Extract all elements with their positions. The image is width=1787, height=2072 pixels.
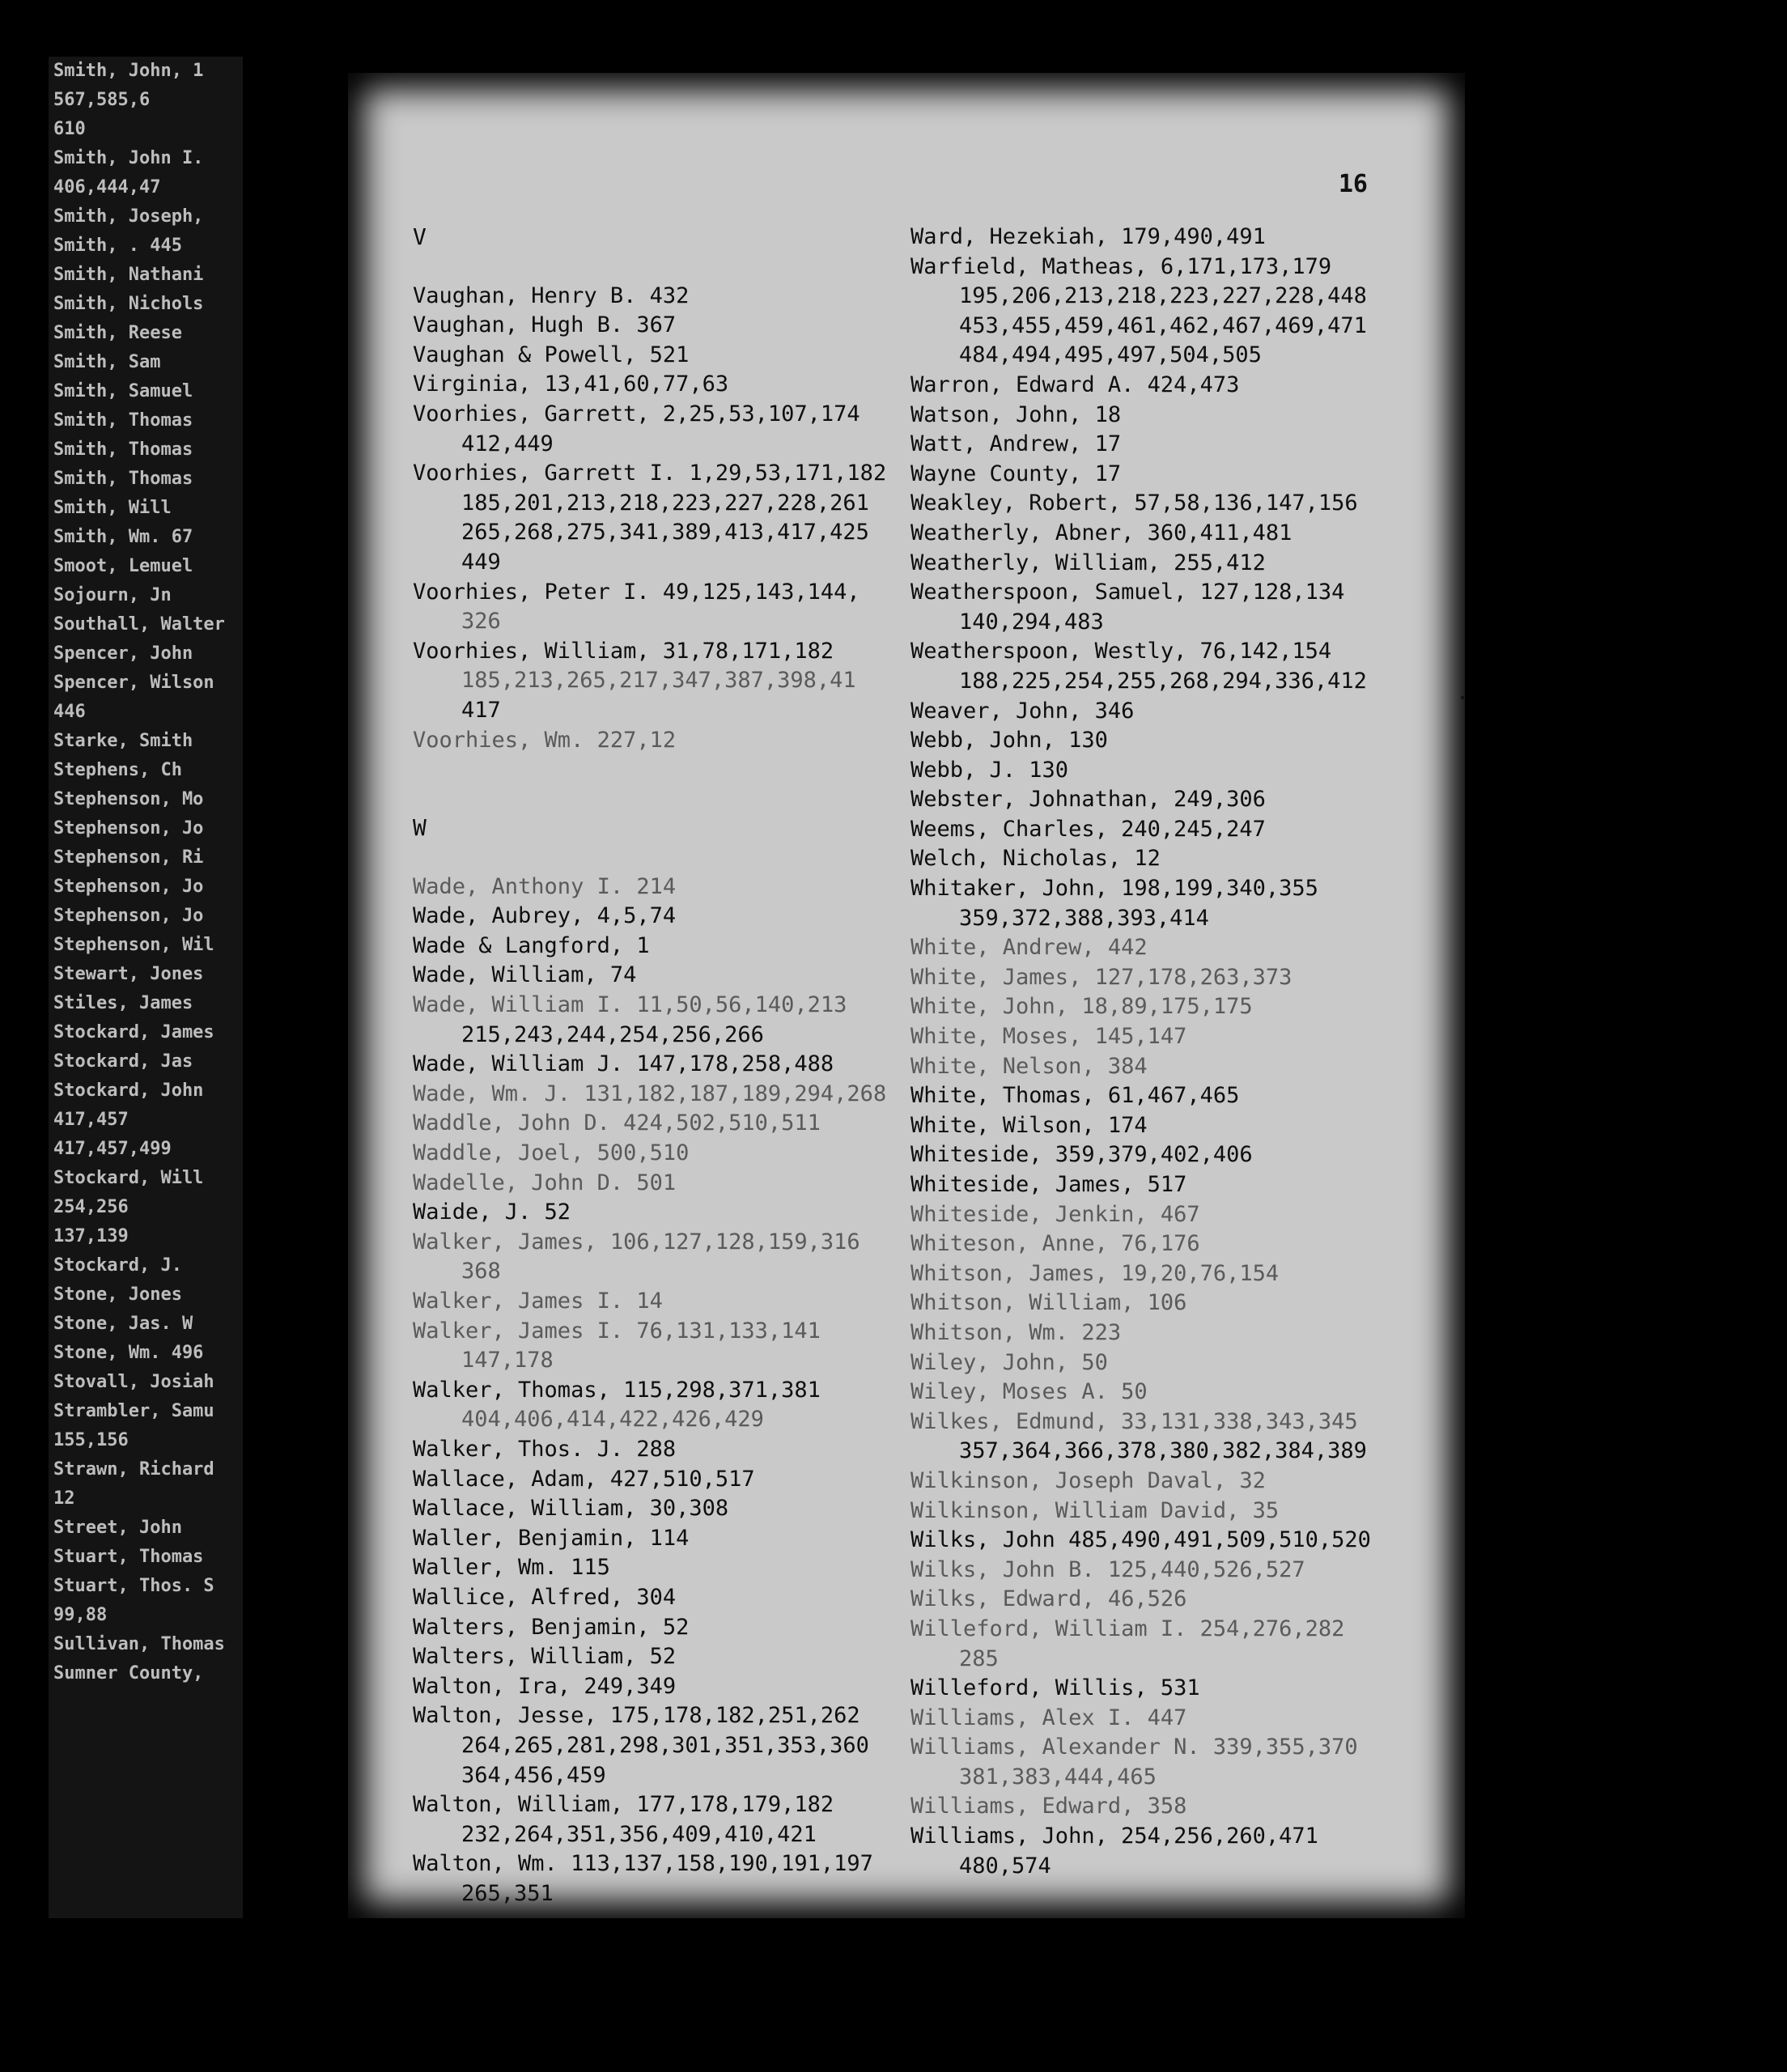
left-column — [413, 223, 887, 1909]
index-entry: Wilkinson, Joseph Daval, 32 — [910, 1467, 1266, 1493]
index-entry: Voorhies, Garrett I. 1,29,53,171,182 — [413, 461, 887, 486]
index-entry: Warron, Edward A. 424,473 — [910, 372, 1240, 397]
index-entry: Williams, Alexander N. 339,355,370 — [910, 1734, 1358, 1760]
section-heading-v: V — [413, 223, 427, 250]
facing-page-line: Sojourn, Jn — [53, 585, 172, 605]
facing-page-line: Stockard, J. — [53, 1255, 182, 1276]
facing-page-line: 417,457 — [53, 1110, 129, 1130]
facing-page-line: Stewart, Jones — [53, 964, 204, 984]
index-entry-continuation: 449 — [461, 549, 501, 575]
index-entry-continuation: 140,294,483 — [959, 609, 1104, 635]
facing-page-line: Smith, Samuel — [53, 381, 193, 401]
index-entry: Wilks, John B. 125,440,526,527 — [910, 1556, 1305, 1582]
index-entry: Weatherspoon, Samuel, 127,128,134 — [910, 580, 1345, 605]
index-entry: Voorhies, Garrett, 2,25,53,107,174 — [413, 401, 860, 427]
facing-page-line: Smith, John I. — [53, 148, 204, 168]
facing-page-line: Smith, Joseph, — [53, 206, 204, 227]
index-entry-continuation: 147,178 — [461, 1348, 554, 1374]
index-entry: White, James, 127,178,263,373 — [910, 964, 1292, 990]
facing-page-line: Stephenson, Jo — [53, 906, 204, 926]
index-entry: Wallace, Adam, 427,510,517 — [413, 1466, 755, 1492]
index-entry: Whiteside, James, 517 — [910, 1172, 1187, 1197]
index-entry: White, Thomas, 61,467,465 — [910, 1083, 1240, 1109]
index-entry: Waller, Benjamin, 114 — [413, 1525, 690, 1551]
index-entry: Weatherspoon, Westly, 76,142,154 — [910, 639, 1332, 664]
facing-page-line: 610 — [53, 119, 86, 139]
index-entry: Walker, James I. 14 — [413, 1289, 663, 1314]
index-entry: Whiteside, 359,379,402,406 — [910, 1142, 1253, 1168]
facing-page-line: Smith, Nathani — [53, 265, 204, 285]
index-entry: Willeford, Willis, 531 — [910, 1675, 1200, 1701]
facing-page-line: Stuart, Thomas — [53, 1547, 204, 1567]
index-entry: Whiteson, Anne, 76,176 — [910, 1231, 1200, 1257]
index-entry-continuation: 265,351 — [461, 1880, 554, 1906]
index-entry: Walton, Jesse, 175,178,182,251,262 — [413, 1703, 860, 1729]
index-entry: Wilks, Edward, 46,526 — [910, 1586, 1187, 1612]
index-entry-continuation: 404,406,414,422,426,429 — [461, 1407, 764, 1433]
facing-page-line: Stockard, Jas — [53, 1051, 193, 1072]
entries-right — [910, 223, 1437, 1881]
index-entry: Weakley, Robert, 57,58,136,147,156 — [910, 490, 1358, 516]
index-entry-continuation: 381,383,444,465 — [959, 1764, 1157, 1790]
index-entry: Voorhies, William, 31,78,171,182 — [413, 638, 834, 664]
index-entry: Willeford, William I. 254,276,282 — [910, 1616, 1345, 1641]
entries-v — [413, 282, 887, 756]
index-entry-continuation: 188,225,254,255,268,294,336,412 — [959, 668, 1367, 694]
index-entry-continuation: 359,372,388,393,414 — [959, 905, 1209, 931]
page-number: 16 — [1338, 170, 1368, 198]
facing-page-line: Smith, Wm. 67 — [53, 527, 193, 547]
facing-page-line: Stephenson, Mo — [53, 789, 204, 809]
index-entry: White, Moses, 145,147 — [910, 1024, 1187, 1050]
index-entry: Wilkes, Edmund, 33,131,338,343,345 — [910, 1408, 1358, 1434]
index-entry: Vaughan & Powell, 521 — [413, 342, 690, 367]
index-entry-continuation: 484,494,495,497,504,505 — [959, 342, 1262, 368]
index-entry: Wade, Wm. J. 131,182,187,189,294,268 — [413, 1081, 887, 1106]
index-entry: Walker, Thomas, 115,298,371,381 — [413, 1377, 821, 1403]
facing-page-line: Stone, Jones — [53, 1284, 182, 1305]
index-entry: Watson, John, 18 — [910, 401, 1122, 427]
facing-page-line: Smith, Sam — [53, 352, 161, 372]
facing-page-line: Smith, Reese — [53, 323, 182, 343]
index-entry: Wiley, John, 50 — [910, 1349, 1108, 1375]
index-entry: Voorhies, Peter I. 49,125,143,144, — [413, 579, 860, 605]
index-entry-continuation: 357,364,366,378,380,382,384,389 — [959, 1438, 1367, 1464]
index-entry: Virginia, 13,41,60,77,63 — [413, 372, 729, 397]
index-entry: White, Nelson, 384 — [910, 1053, 1148, 1079]
facing-page-line: 567,585,6 — [53, 90, 151, 110]
facing-page-line: Smith, Will — [53, 498, 172, 518]
facing-page-line: 254,256 — [53, 1197, 129, 1217]
index-entry: Vaughan, Hugh B. 367 — [413, 312, 677, 338]
facing-page-line: 12 — [53, 1488, 75, 1509]
facing-page-line: Smith, Thomas — [53, 410, 193, 431]
index-entry: Webster, Johnathan, 249,306 — [910, 787, 1266, 813]
facing-page-line: Spencer, John — [53, 643, 193, 664]
facing-page-line: 446 — [53, 702, 86, 722]
index-entry: White, Wilson, 174 — [910, 1112, 1148, 1138]
index-entry: Walker, James I. 76,131,133,141 — [413, 1318, 821, 1344]
index-entry: Wade, Anthony I. 214 — [413, 873, 677, 899]
facing-page-line: Stephenson, Jo — [53, 877, 204, 897]
index-entry: Walton, William, 177,178,179,182 — [413, 1792, 834, 1818]
index-entry: Walton, Ira, 249,349 — [413, 1673, 677, 1699]
index-entry-continuation: 453,455,459,461,462,467,469,471 — [959, 312, 1367, 338]
index-entry-continuation: 364,456,459 — [461, 1762, 606, 1788]
facing-page-line: Smith, Nichols — [53, 294, 204, 314]
facing-page-line: Stone, Wm. 496 — [53, 1343, 204, 1363]
index-entry: Weatherly, Abner, 360,411,481 — [910, 520, 1292, 546]
index-entry: Warfield, Matheas, 6,171,173,179 — [910, 253, 1332, 279]
index-entry: Webb, J. 130 — [910, 757, 1069, 783]
index-entry-continuation: 185,201,213,218,223,227,228,261 — [461, 490, 869, 516]
index-entry: Wilkinson, William David, 35 — [910, 1497, 1280, 1523]
facing-page-line: Smith, . 445 — [53, 236, 182, 256]
facing-page-line: Stiles, James — [53, 993, 193, 1013]
index-entry-continuation: 285 — [959, 1645, 999, 1671]
facing-page-line: Stockard, Will — [53, 1168, 204, 1188]
facing-page-line: Strambler, Samu — [53, 1401, 214, 1421]
index-entry: Wallice, Alfred, 304 — [413, 1584, 677, 1610]
index-entry: Wade, William I. 11,50,56,140,213 — [413, 992, 847, 1018]
facing-page-line: Street, John — [53, 1518, 182, 1538]
index-entry: Ward, Hezekiah, 179,490,491 — [910, 224, 1266, 249]
index-entry: Vaughan, Henry B. 432 — [413, 282, 690, 308]
index-entry: Whitson, James, 19,20,76,154 — [910, 1260, 1280, 1286]
facing-page-line: Southall, Walter — [53, 614, 225, 635]
index-entry: Walters, Benjamin, 52 — [413, 1614, 690, 1640]
ink-speck — [1461, 696, 1464, 699]
index-entry: White, John, 18,89,175,175 — [910, 994, 1253, 1020]
facing-page-line: Smith, Thomas — [53, 469, 193, 489]
index-entry: Whitson, Wm. 223 — [910, 1319, 1122, 1345]
facing-page-line: Stephenson, Ri — [53, 847, 204, 868]
facing-page-line: Stuart, Thos. S — [53, 1576, 214, 1596]
index-entry: Whitson, William, 106 — [910, 1290, 1187, 1316]
index-entry: White, Andrew, 442 — [910, 935, 1148, 961]
index-entry: Wade, Aubrey, 4,5,74 — [413, 903, 677, 929]
facing-page-line: Stephenson, Jo — [53, 818, 204, 839]
index-entry-continuation: 265,268,275,341,389,413,417,425 — [461, 520, 869, 546]
facing-page-line: Stephens, Ch — [53, 760, 182, 780]
index-entry: Wallace, William, 30,308 — [413, 1496, 729, 1522]
facing-page-line: Smith, Thomas — [53, 439, 193, 460]
index-entry: Wade & Langford, 1 — [413, 932, 650, 958]
index-entry: Wilks, John 485,490,491,509,510,520 — [910, 1527, 1371, 1553]
index-entry: Walker, James, 106,127,128,159,316 — [413, 1229, 860, 1255]
facing-page-strip — [49, 57, 243, 1918]
index-entry-continuation: 215,243,244,254,256,266 — [461, 1021, 764, 1047]
facing-page-line: 417,457,499 — [53, 1139, 172, 1159]
entries-w — [413, 873, 887, 1909]
index-entry: Wiley, Moses A. 50 — [910, 1379, 1148, 1405]
facing-page-line: Smith, John, 1 — [53, 61, 204, 81]
index-entry: Voorhies, Wm. 227,12 — [413, 727, 677, 753]
index-entry: Weatherly, William, 255,412 — [910, 550, 1266, 575]
index-entry: Wade, William J. 147,178,258,488 — [413, 1051, 834, 1077]
facing-page-line: Strawn, Richard — [53, 1459, 214, 1480]
index-entry-continuation: 480,574 — [959, 1853, 1051, 1879]
index-entry: Walton, Wm. 113,137,158,190,191,197 — [413, 1851, 873, 1877]
index-entry-continuation: 264,265,281,298,301,351,353,360 — [461, 1732, 869, 1758]
facing-page-line: Stovall, Josiah — [53, 1372, 214, 1392]
index-entry: Watt, Andrew, 17 — [910, 431, 1122, 457]
index-entry-continuation: 232,264,351,356,409,410,421 — [461, 1821, 817, 1847]
facing-page-line: Sullivan, Thomas — [53, 1634, 225, 1654]
index-entry: Welch, Nicholas, 12 — [910, 846, 1161, 872]
facing-page-line: Stockard, James — [53, 1022, 214, 1042]
index-entry: Walters, William, 52 — [413, 1644, 677, 1670]
facing-page-line: Sumner County, — [53, 1663, 204, 1684]
index-entry: Whitaker, John, 198,199,340,355 — [910, 876, 1318, 902]
index-entry: Williams, Alex I. 447 — [910, 1705, 1187, 1730]
facing-page-line: Spencer, Wilson — [53, 673, 214, 693]
facing-page-line: Stephenson, Wil — [53, 935, 214, 955]
index-entry: Wadelle, John D. 501 — [413, 1170, 677, 1195]
index-entry: Williams, Edward, 358 — [910, 1794, 1187, 1819]
index-entry: Waddle, Joel, 500,510 — [413, 1140, 690, 1166]
facing-page-line: 406,444,47 — [53, 177, 161, 197]
index-entry-continuation: 195,206,213,218,223,227,228,448 — [959, 283, 1367, 309]
index-entry: Wayne County, 17 — [910, 461, 1122, 486]
index-entry-continuation: 417 — [461, 697, 501, 723]
index-entry: Wade, William, 74 — [413, 962, 637, 988]
facing-page-line: Stockard, John — [53, 1081, 204, 1101]
index-entry: Waller, Wm. 115 — [413, 1555, 610, 1581]
index-entry: Waide, J. 52 — [413, 1199, 571, 1225]
index-entry-continuation: 185,213,265,217,347,387,398,41 — [461, 668, 856, 694]
right-column — [910, 223, 1437, 1881]
index-entry: Whiteside, Jenkin, 467 — [910, 1201, 1200, 1227]
section-heading-w: W — [413, 814, 427, 842]
index-entry-continuation: 326 — [461, 609, 501, 635]
facing-page-line: 137,139 — [53, 1226, 129, 1246]
index-entry-continuation: 368 — [461, 1259, 501, 1284]
index-entry: Weaver, John, 346 — [910, 698, 1135, 724]
facing-page-line: Starke, Smith — [53, 731, 193, 751]
index-entry: Weems, Charles, 240,245,247 — [910, 816, 1266, 842]
index-entry: Williams, John, 254,256,260,471 — [910, 1824, 1318, 1849]
index-entry-continuation: 412,449 — [461, 431, 554, 456]
facing-page-line: 155,156 — [53, 1430, 129, 1450]
index-entry: Walker, Thos. J. 288 — [413, 1436, 677, 1462]
facing-page-line: 99,88 — [53, 1605, 108, 1625]
facing-page-line: Smoot, Lemuel — [53, 556, 193, 576]
index-page — [348, 73, 1465, 1918]
facing-page-line: Stone, Jas. W — [53, 1314, 193, 1334]
index-entry: Webb, John, 130 — [910, 728, 1108, 754]
index-entry: Waddle, John D. 424,502,510,511 — [413, 1110, 821, 1136]
